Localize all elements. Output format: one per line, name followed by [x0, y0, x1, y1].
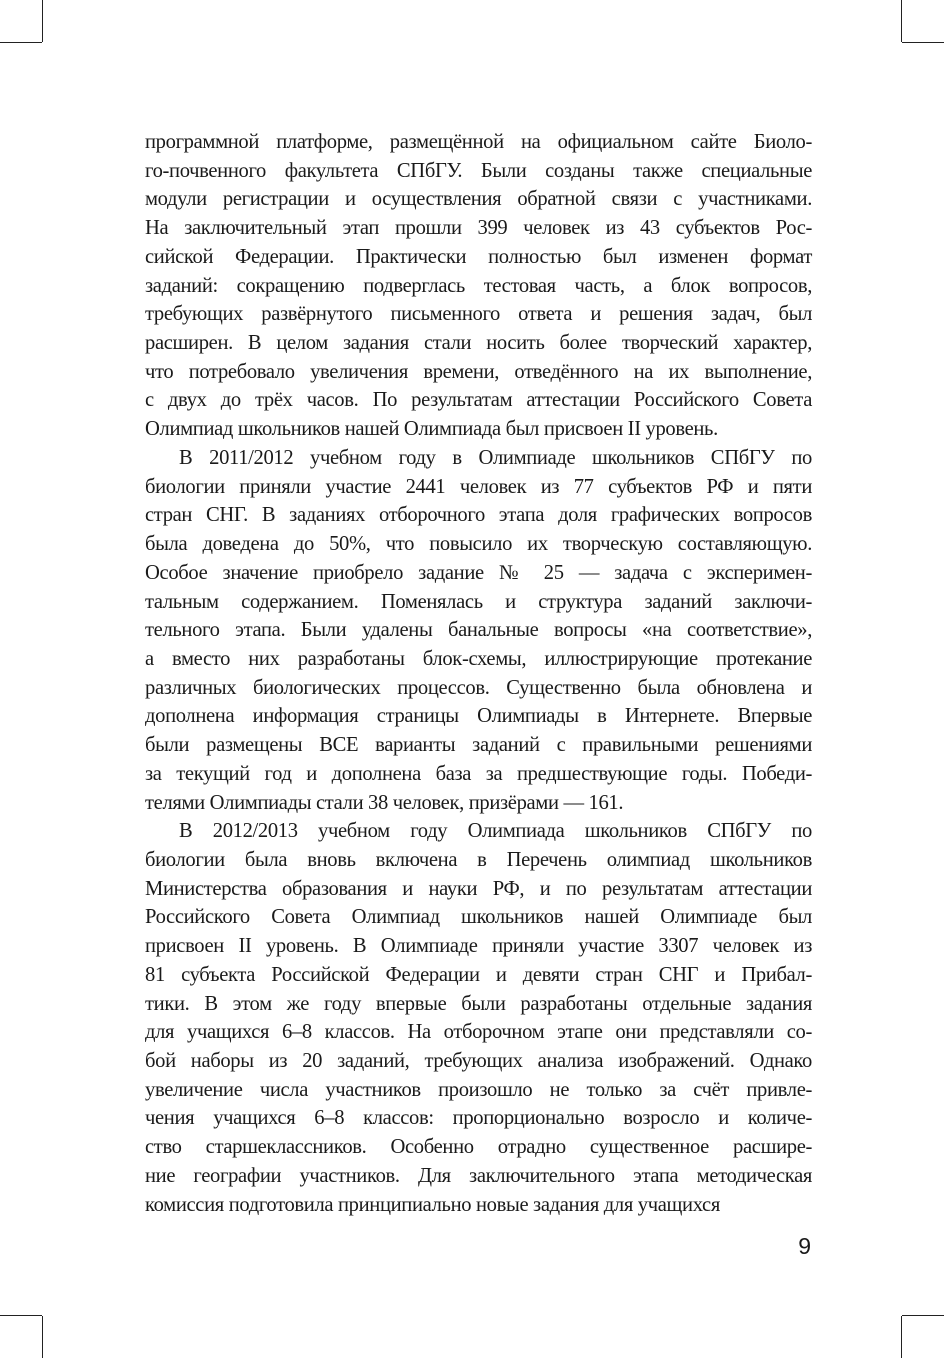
crop-mark-bottom-right-h [902, 1315, 944, 1316]
text-line: ство старшеклассников. Особенно отрадно существенное расшире- [145, 1136, 812, 1159]
text-line: тельного этапа. Были удалены банальные вопросы «на соответствие», [145, 619, 812, 642]
text-line: В 2011/2012 учебном году в Олимпиаде школьников СПбГУ по [179, 446, 812, 469]
text-line: биологии была вновь включена в Перечень олимпиад школьников [145, 848, 812, 871]
text-line: дополнена информация страницы Олимпиады в Интернете. Впервые [145, 705, 812, 728]
text-line: различных биологических процессов. Существенно была обновлена и [145, 676, 812, 699]
text-line: заданий: сокращению подверглась тестовая часть, а блок вопросов, [145, 274, 812, 297]
text-line: стран СНГ. В заданиях отборочного этапа доля графических вопросов [145, 504, 812, 527]
text-line: На заключительный этап прошли 399 человек из 43 субъектов Рос- [145, 217, 812, 240]
crop-mark-bottom-right-v [901, 1316, 902, 1358]
text-line: увеличение числа участников произошло не только за счёт привле- [145, 1078, 812, 1101]
paragraph [145, 128, 812, 444]
text-line: биологии приняли участие 2441 человек из 77 субъектов РФ и пяти [145, 475, 812, 498]
text-line: го-почвенного факультета СПбГУ. Были созданы также специальные [145, 159, 812, 182]
text-line: а вместо них разработаны блок-схемы, иллюстрирующие протекание [145, 647, 812, 670]
text-line: ние географии участников. Для заключительного этапа методическая [145, 1164, 812, 1187]
text-line: сийской Федерации. Практически полностью был изменен формат [145, 245, 812, 268]
paragraph [145, 444, 812, 817]
text-line: комиссия подготовила принципиально новые задания для учащихся [145, 1193, 720, 1216]
crop-mark-top-left-v [42, 0, 43, 42]
text-line: модули регистрации и осуществления обратной связи с участниками. [145, 188, 812, 211]
text-line: программной платформе, размещённой на официальном сайте Биоло- [145, 131, 812, 153]
text-line: с двух до трёх часов. По результатам аттестации Российского Совета [145, 389, 812, 412]
text-line: присвоен II уровень. В Олимпиаде приняли участие 3307 человек из [145, 935, 812, 958]
text-line: требующих развёрнутого письменного ответа и решения задач, был [145, 303, 812, 326]
text-line: что потребовало увеличения времени, отведённого на их выполнение, [145, 360, 812, 383]
body-text [145, 128, 812, 1219]
text-line: расширен. В целом задания стали носить более творческий характер, [145, 332, 812, 355]
page-number: 9 [798, 1233, 811, 1259]
text-line: за текущий год и дополнена база за предшествующие годы. Победи- [145, 762, 812, 785]
text-line: была доведена до 50%, что повысило их творческую составляющую. [145, 533, 812, 556]
crop-mark-bottom-left-v [42, 1316, 43, 1358]
text-line: чения учащихся 6–8 классов: пропорционально возросло и количе- [145, 1107, 812, 1130]
text-line: бой наборы из 20 заданий, требующих анализа изображений. Однако [145, 1050, 812, 1072]
text-line: тики. В этом же году впервые были разработаны отдельные задания [145, 992, 812, 1015]
text-line: Особое значение приобрело задание № 25 — задача с эксперимен- [145, 561, 812, 584]
crop-mark-top-right-h [902, 42, 944, 43]
crop-mark-bottom-left-h [0, 1315, 42, 1316]
paragraph [145, 817, 812, 1219]
crop-mark-top-left-h [0, 42, 42, 43]
text-line: тальным содержанием. Поменялась и структура заданий заключи- [145, 590, 812, 613]
text-line: были размещены ВСЕ варианты заданий с правильными решениями [145, 734, 812, 757]
text-line: Министерства образования и науки РФ, и по результатам аттестации [145, 877, 812, 900]
text-line: Олимпиад школьников нашей Олимпиада был присвоен II уровень. [145, 418, 718, 441]
text-line: телями Олимпиады стали 38 человек, призёрами — 161. [145, 791, 624, 814]
text-line: Российского Совета Олимпиад школьников нашей Олимпиаде был [145, 906, 812, 929]
text-line: для учащихся 6–8 классов. На отборочном этапе они представляли со- [145, 1021, 812, 1044]
text-line: 81 субъекта Российской Федерации и девяти стран СНГ и Прибал- [145, 963, 812, 986]
text-line: В 2012/2013 учебном году Олимпиада школьников СПбГУ по [179, 820, 812, 843]
crop-mark-top-right-v [901, 0, 902, 42]
